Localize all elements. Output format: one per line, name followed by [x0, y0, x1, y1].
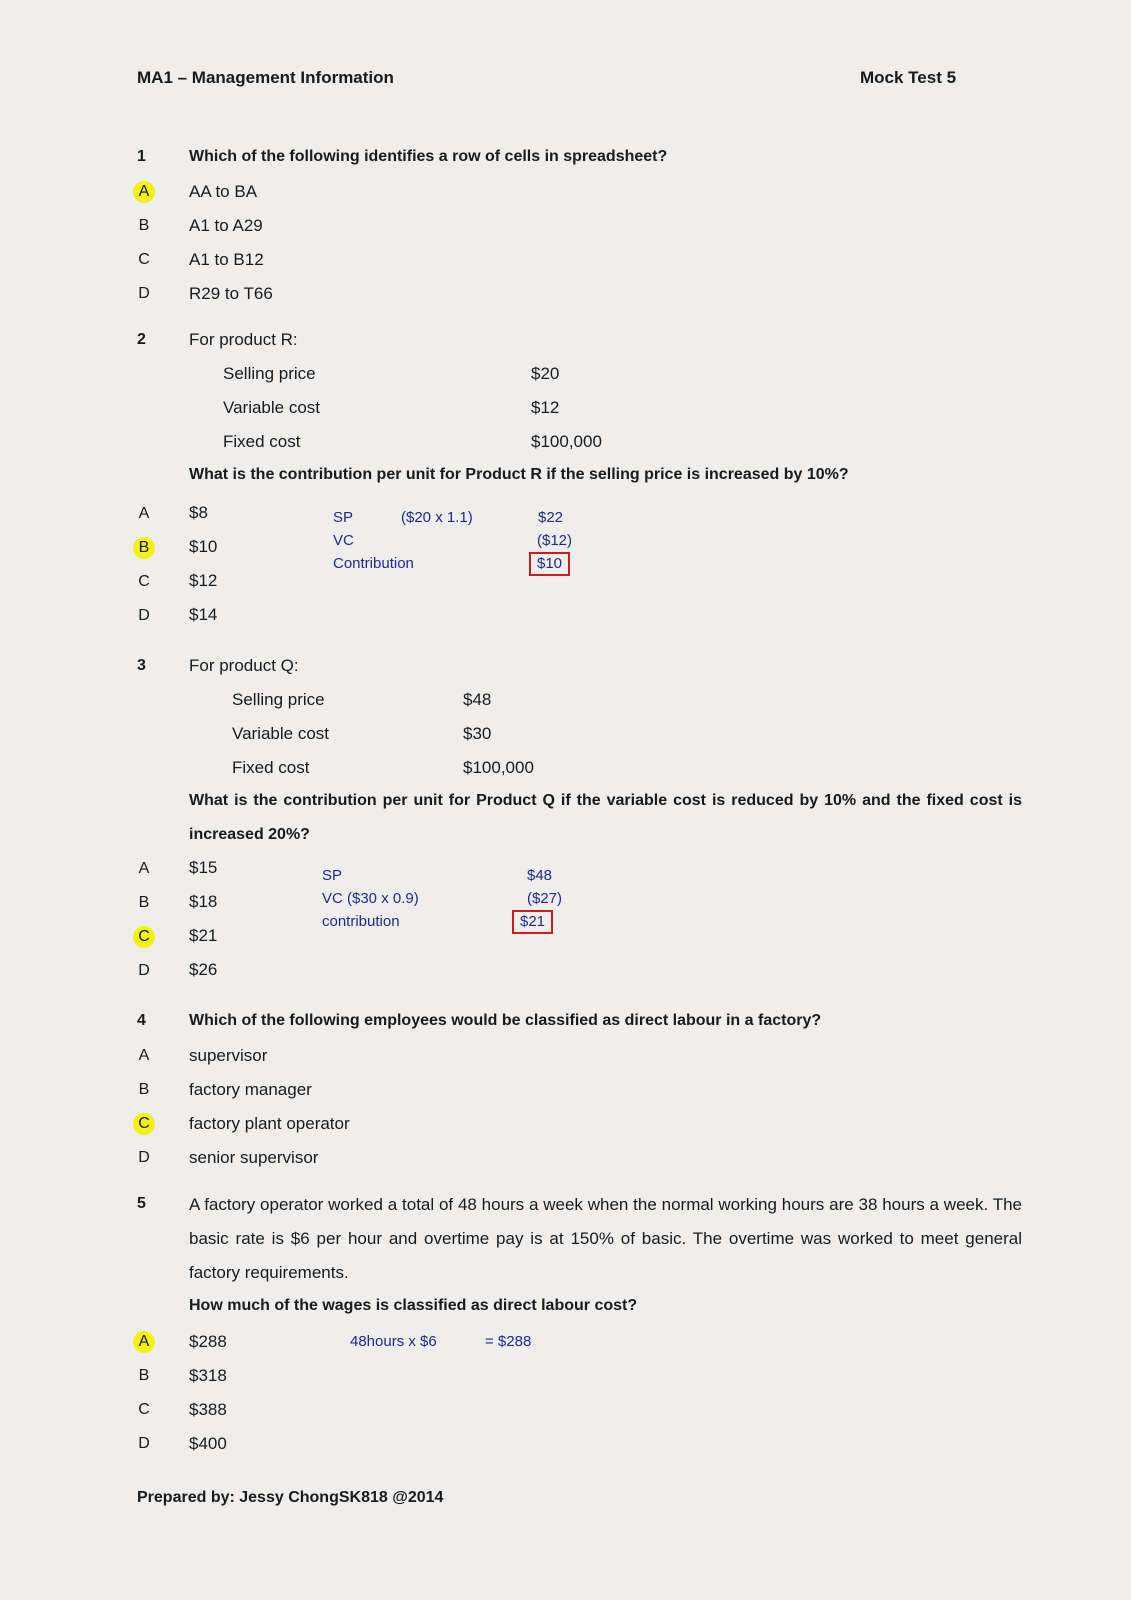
- header-title: MA1 – Management Information: [137, 68, 394, 87]
- q4-option-a-letter: A: [138, 1047, 150, 1064]
- q3-option-c: $21: [189, 926, 218, 945]
- q3-option-b: $18: [189, 892, 218, 911]
- q1-option-a-letter-highlighted: A: [133, 181, 155, 203]
- q2-table-label: Selling price: [223, 364, 316, 383]
- q3-option-a-letter: A: [138, 860, 150, 877]
- q2-option-b-letter-highlighted: B: [133, 537, 155, 559]
- q2-option-d-letter: D: [138, 607, 150, 624]
- q1-option-c-letter: C: [138, 251, 150, 268]
- q3-table-value: $30: [463, 724, 492, 743]
- q5-option-a: $288: [189, 1332, 227, 1351]
- q5-working-result: = $288: [485, 1333, 532, 1350]
- q3-option-c-letter-highlighted: C: [133, 926, 155, 948]
- q2-table-label: Variable cost: [223, 398, 321, 417]
- q1-option-d: R29 to T66: [189, 284, 273, 303]
- q3-question: What is the contribution per unit for Product Q if the variable cost is reduced by 10% and the fixed cost is increased 20%?: [189, 792, 1022, 843]
- q5-option-d-letter: D: [138, 1435, 150, 1452]
- q3-intro: For product Q:: [189, 656, 299, 675]
- q1-number: 1: [137, 148, 146, 165]
- q3-working-sp-label: SP: [322, 867, 343, 884]
- q5-number: 5: [137, 1195, 146, 1212]
- q3-option-b-letter: B: [138, 894, 150, 911]
- q3-table-label: Selling price: [232, 690, 325, 709]
- q3-option-d: $26: [189, 960, 218, 979]
- q4-number: 4: [137, 1012, 146, 1029]
- q2-table-value: $12: [531, 398, 560, 417]
- q2-option-d: $14: [189, 605, 218, 624]
- q5-option-c-letter: C: [138, 1401, 150, 1418]
- q5-option-b-letter: B: [138, 1367, 150, 1384]
- q5-option-a-letter-highlighted: A: [133, 1331, 155, 1353]
- q4-option-d: senior supervisor: [189, 1148, 319, 1167]
- q4-option-d-letter: D: [138, 1149, 150, 1166]
- q4-option-b-letter: B: [138, 1081, 150, 1098]
- q1-option-c: A1 to B12: [189, 250, 264, 269]
- q2-working-sp-calc: ($20 x 1.1): [401, 509, 473, 526]
- q3-working-sp-value: $48: [527, 867, 553, 884]
- header-test-number: Mock Test 5: [860, 68, 957, 87]
- q5-option-b: $318: [189, 1366, 227, 1385]
- q3-table-value: $100,000: [463, 758, 534, 777]
- q3-option-a: $15: [189, 858, 218, 877]
- q3-option-d-letter: D: [138, 962, 150, 979]
- q1-option-a: AA to BA: [189, 182, 258, 201]
- q4-option-c-letter-highlighted: C: [133, 1113, 155, 1135]
- q1-question: Which of the following identifies a row of cells in spreadsheet?: [189, 148, 668, 165]
- q1-option-b-letter: B: [138, 217, 150, 234]
- q4-option-a: supervisor: [189, 1046, 268, 1065]
- q2-table-value: $20: [531, 364, 560, 383]
- q1-option-b: A1 to A29: [189, 216, 263, 235]
- q5-intro: A factory operator worked a total of 48 hours a week when the normal working hours are 38 hours a week. The basic rate is $6 per hour and overtime pay is at 150% of basic. The overtime was worked to meet general factory requirements.: [189, 1195, 1022, 1282]
- q2-table-label: Fixed cost: [223, 432, 301, 451]
- q1-option-d-letter: D: [138, 285, 150, 302]
- q4-option-b: factory manager: [189, 1080, 312, 1099]
- q2-working-sp-label: SP: [333, 509, 354, 526]
- q5-option-d: $400: [189, 1434, 227, 1453]
- q3-table-label: Fixed cost: [232, 758, 310, 777]
- q2-number: 2: [137, 331, 146, 348]
- q5-question: How much of the wages is classified as direct labour cost?: [189, 1297, 638, 1314]
- q2-working-vc-value: ($12): [537, 532, 573, 549]
- q3-number: 3: [137, 657, 146, 674]
- q2-table-value: $100,000: [531, 432, 602, 451]
- q2-option-a-letter: A: [138, 505, 150, 522]
- q4-question: Which of the following employees would be classified as direct labour in a factory?: [189, 1012, 822, 1029]
- q2-working-sp-value: $22: [538, 509, 564, 526]
- q3-working-contribution-answer-box: $21: [512, 910, 553, 934]
- q5-working-calculation: 48hours x $6: [350, 1333, 437, 1350]
- q2-option-c: $12: [189, 571, 218, 590]
- q3-table-label: Variable cost: [232, 724, 330, 743]
- q2-option-c-letter: C: [138, 573, 150, 590]
- q2-question: What is the contribution per unit for Product R if the selling price is increased by 10%?: [189, 466, 849, 483]
- q3-working-vc-value: ($27): [527, 890, 563, 907]
- q5-option-c: $388: [189, 1400, 227, 1419]
- footer-prepared-by: Prepared by: Jessy ChongSK818 @2014: [137, 1489, 444, 1506]
- q3-working-contribution-label: contribution: [322, 913, 400, 930]
- q3-working-vc-label: VC ($30 x 0.9): [322, 890, 419, 907]
- q2-working-contribution-answer-box: $10: [529, 552, 570, 576]
- q2-intro: For product R:: [189, 330, 298, 349]
- q2-working-vc-label: VC: [333, 532, 354, 549]
- q4-option-c: factory plant operator: [189, 1114, 350, 1133]
- q3-table-value: $48: [463, 690, 492, 709]
- q2-working-contribution-label: Contribution: [333, 555, 414, 572]
- q2-option-b: $10: [189, 537, 218, 556]
- q2-option-a: $8: [189, 503, 208, 522]
